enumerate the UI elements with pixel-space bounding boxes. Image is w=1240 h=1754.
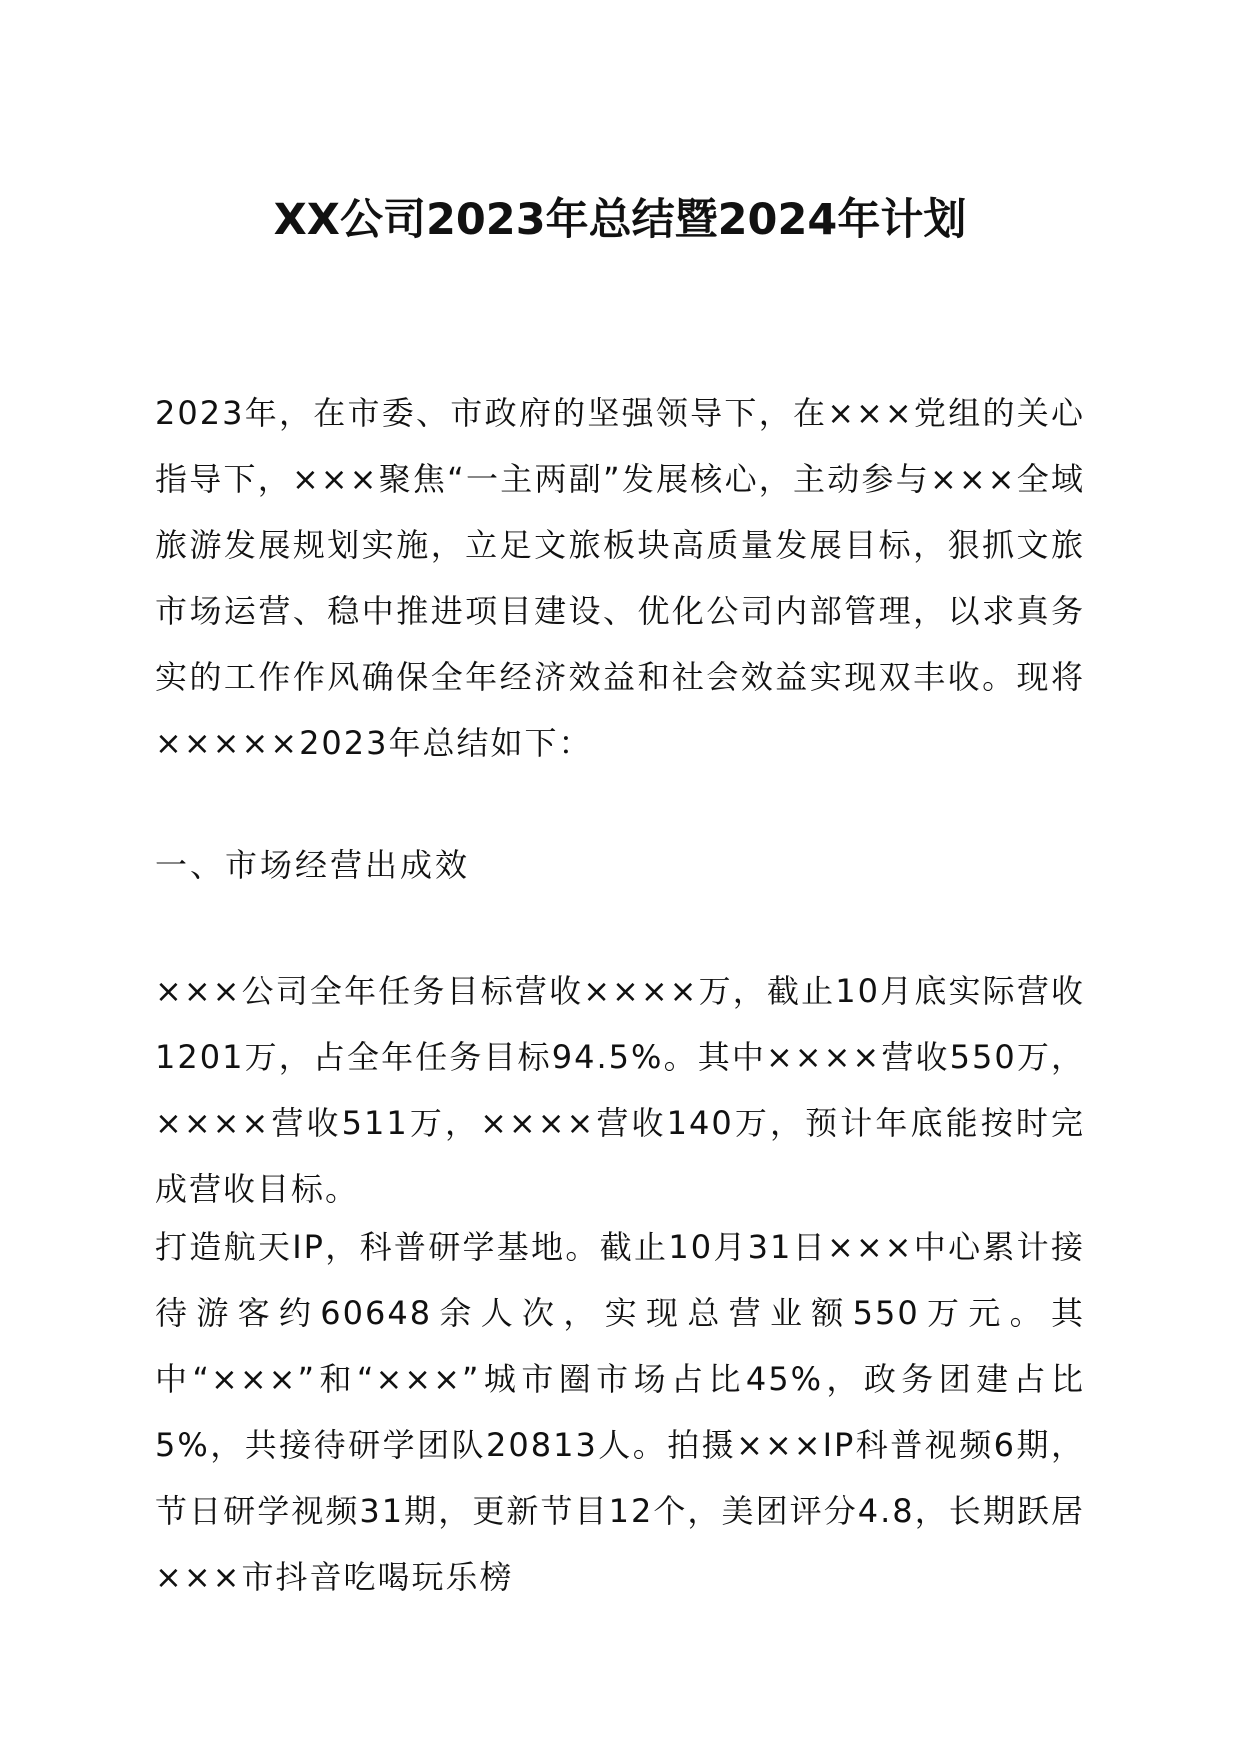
section-heading-market: 一、市场经营出成效 bbox=[155, 846, 471, 884]
document-title: XX公司2023年总结暨2024年计划 bbox=[273, 195, 967, 245]
revenue-paragraph: ×××公司全年任务目标营收××××万，截止10月底实际营收1201万，占全年任务目标94.5%。其中××××营收550万，××××营收511万，××××营收140万，预计年底能按时完成营收目标。 bbox=[155, 972, 1085, 1208]
intro-paragraph: 2023年，在市委、市政府的坚强领导下，在×××党组的关心指导下，×××聚焦“一主两副”发展核心，主动参与×××全域旅游发展规划实施，立足文旅板块高质量发展目标，狠抓文旅市场运营、稳中推进项目建设、优化公司内部管理，以求真务实的工作作风确保全年经济效益和社会效益实现双丰收。现将×××××2023年总结如下： bbox=[155, 394, 1085, 762]
aerospace-ip-paragraph: 打造航天IP，科普研学基地。截止10月31日×××中心累计接待游客约60648余人次，实现总营业额550万元。其中“×××”和“×××”城市圈市场占比45%，政务团建占比5%，共接待研学团队20813人。拍摄×××IP科普视频6期，节日研学视频31期，更新节目12个，美团评分4.8，长期跃居×××市抖音吃喝玩乐榜 bbox=[155, 1228, 1085, 1596]
